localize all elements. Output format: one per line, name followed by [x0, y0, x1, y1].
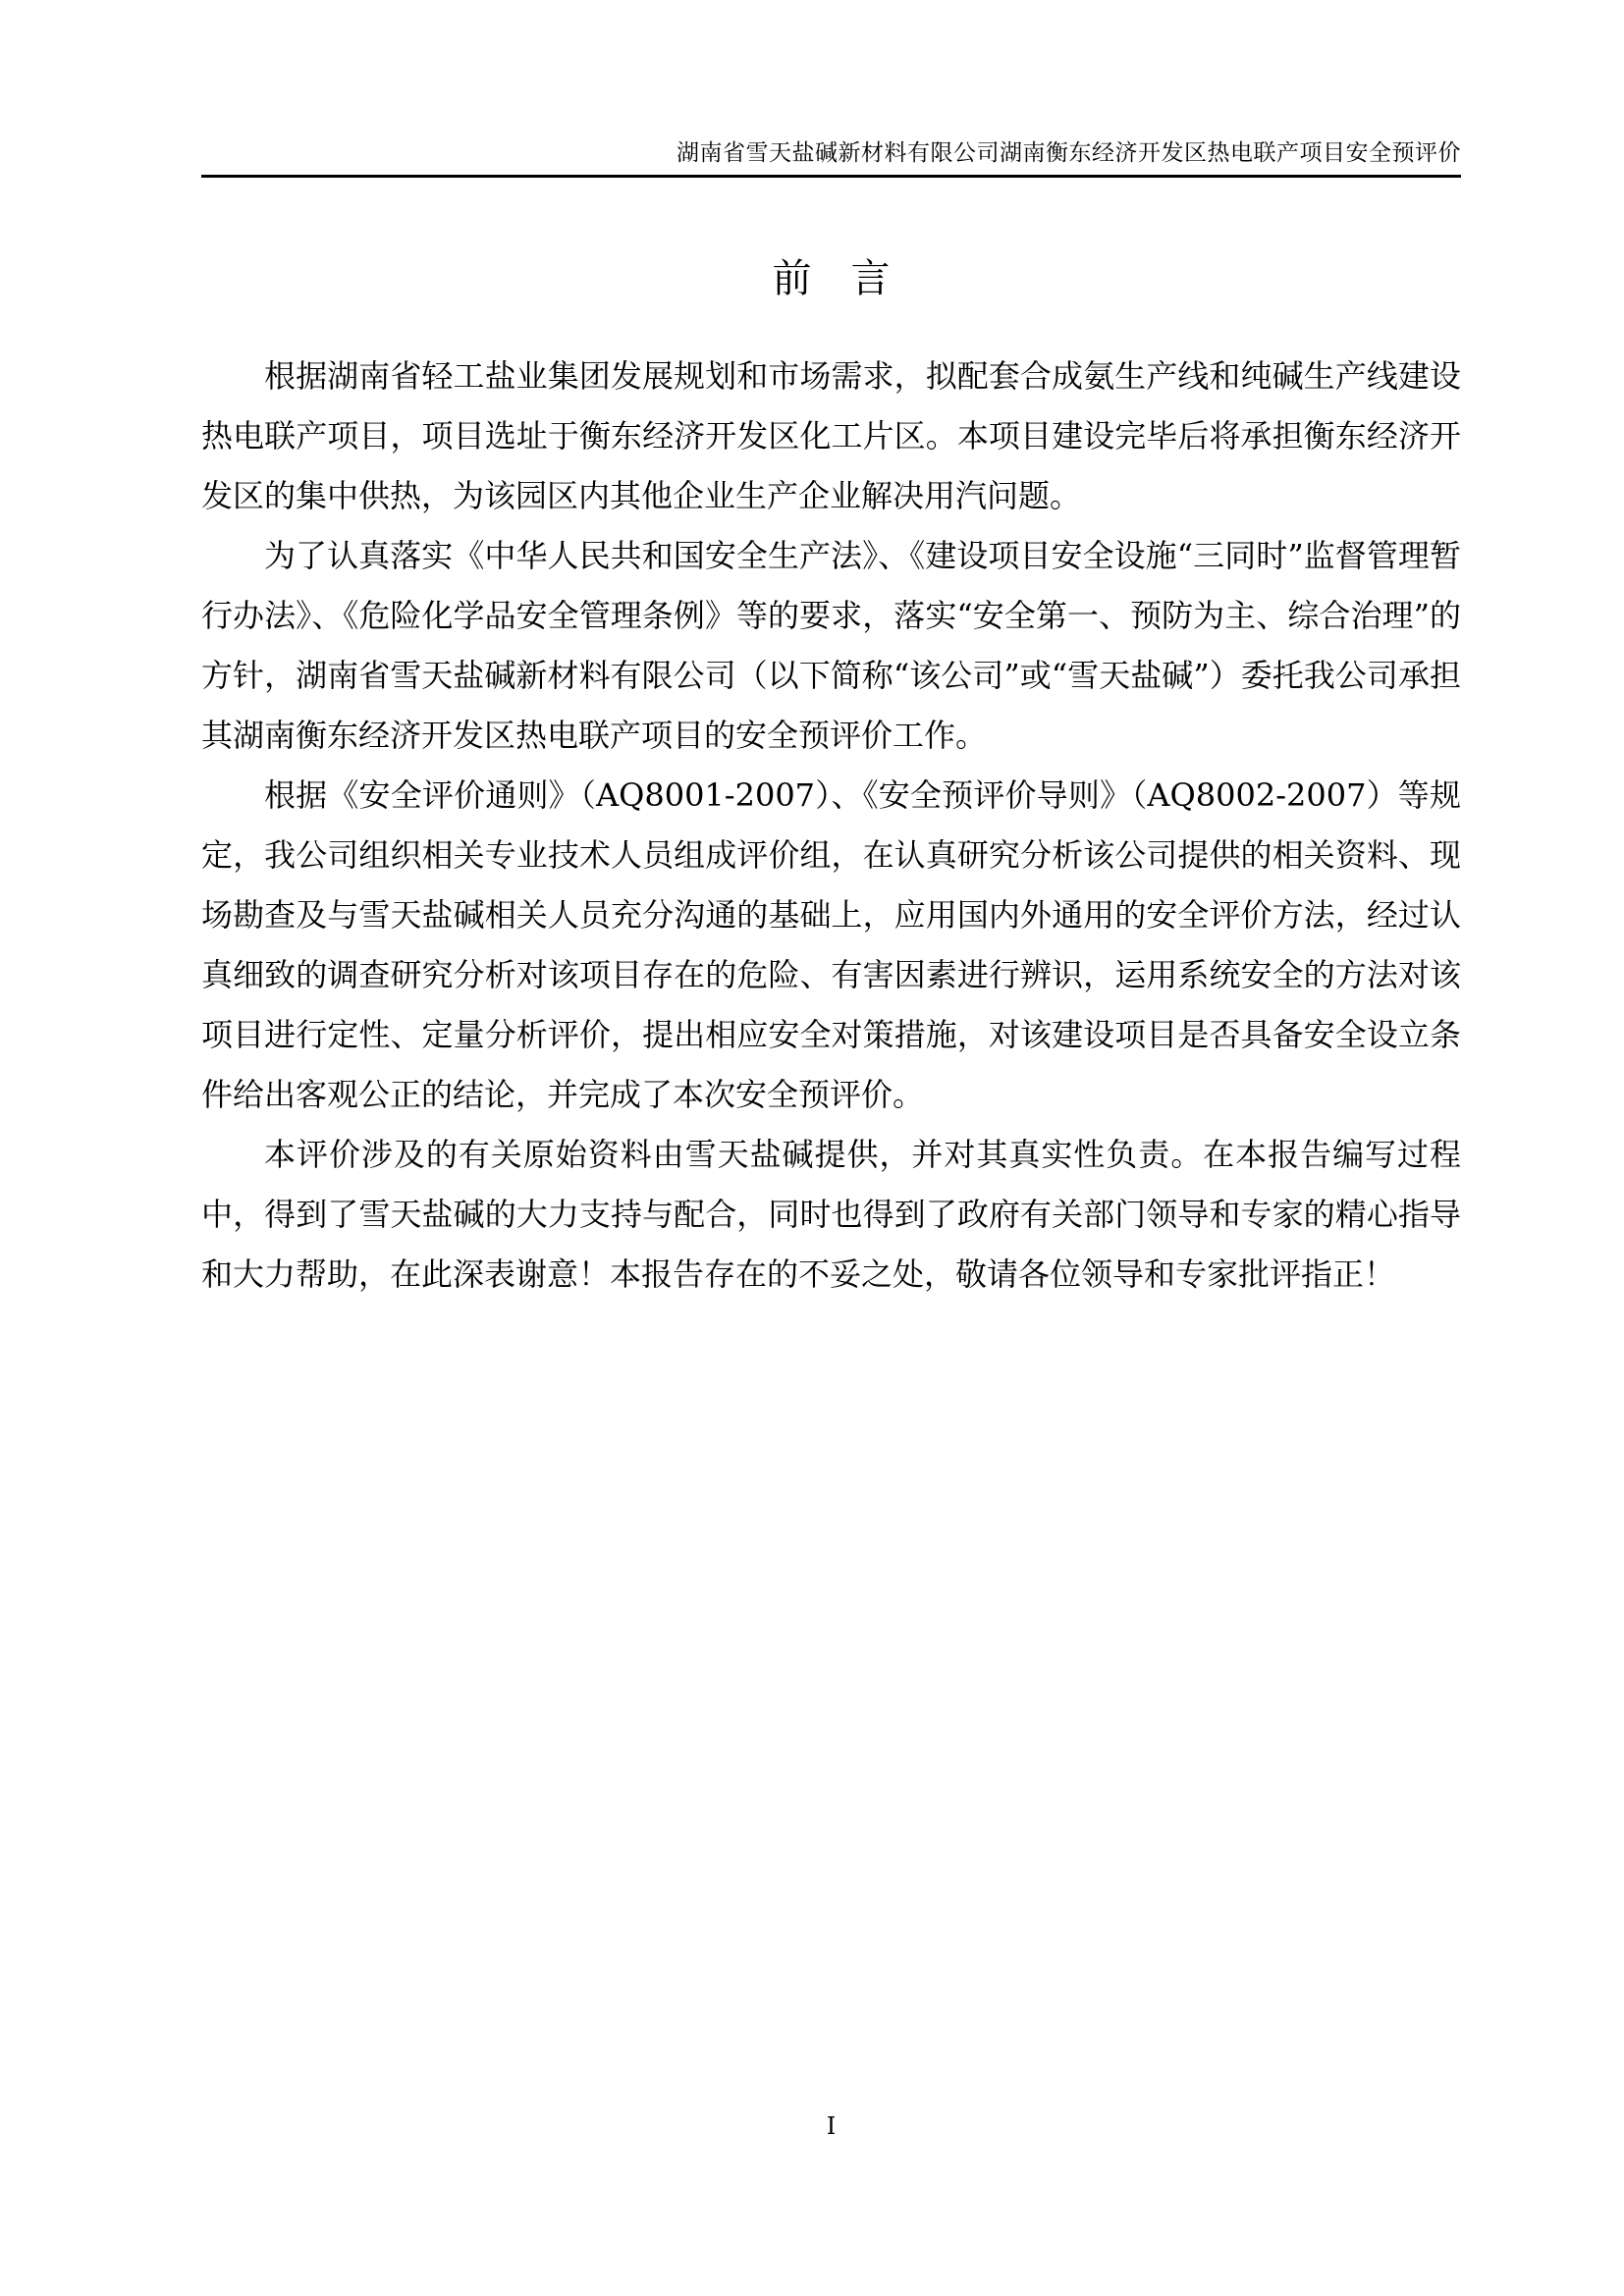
paragraph-acknowledgement: 本评价涉及的有关原始资料由雪天盐碱提供，并对其真实性负责。在本报告编写过程中，得到了雪天盐碱的大力支持与配合，同时也得到了政府有关部门领导和专家的精心指导和大力帮助，在此深表谢意！本报告存在的不妥之处，敬请各位领导和专家批评指正！	[201, 1136, 1461, 1293]
paragraph-background: 根据湖南省轻工盐业集团发展规划和市场需求，拟配套合成氨生产线和纯碱生产线建设热电联产项目，项目选址于衡东经济开发区化工片区。本项目建设完毕后将承担衡东经济开发区的集中供热，为该园区内其他企业生产企业解决用汽问题。	[201, 357, 1461, 514]
body-text	[201, 347, 1461, 1305]
page-number: I	[826, 2112, 837, 2140]
header-divider	[201, 175, 1461, 178]
paragraph-commission: 为了认真落实《中华人民共和国安全生产法》、《建设项目安全设施“三同时”监督管理暂行办法》、《危险化学品安全管理条例》等的要求，落实“安全第一、预防为主、综合治理”的方针，湖南省雪天盐碱新材料有限公司（以下简称“该公司”或“雪天盐碱”）委托我公司承担其湖南衡东经济开发区热电联产项目的安全预评价工作。	[201, 537, 1461, 754]
paragraph-methodology: 根据《安全评价通则》（AQ8001-2007）、《安全预评价导则》（AQ8002-2007）等规定，我公司组织相关专业技术人员组成评价组，在认真研究分析该公司提供的相关资料、现场勘查及与雪天盐碱相关人员充分沟通的基础上，应用国内外通用的安全评价方法，经过认真细致的调查研究分析对该项目存在的危险、有害因素进行辨识，运用系统安全的方法对该项目进行定性、定量分析评价，提出相应安全对策措施，对该建设项目是否具备安全设立条件给出客观公正的结论，并完成了本次安全预评价。	[201, 776, 1461, 1113]
page-title: 前言	[772, 256, 930, 301]
running-header: 湖南省雪天盐碱新材料有限公司湖南衡东经济开发区热电联产项目安全预评价	[677, 140, 1461, 166]
